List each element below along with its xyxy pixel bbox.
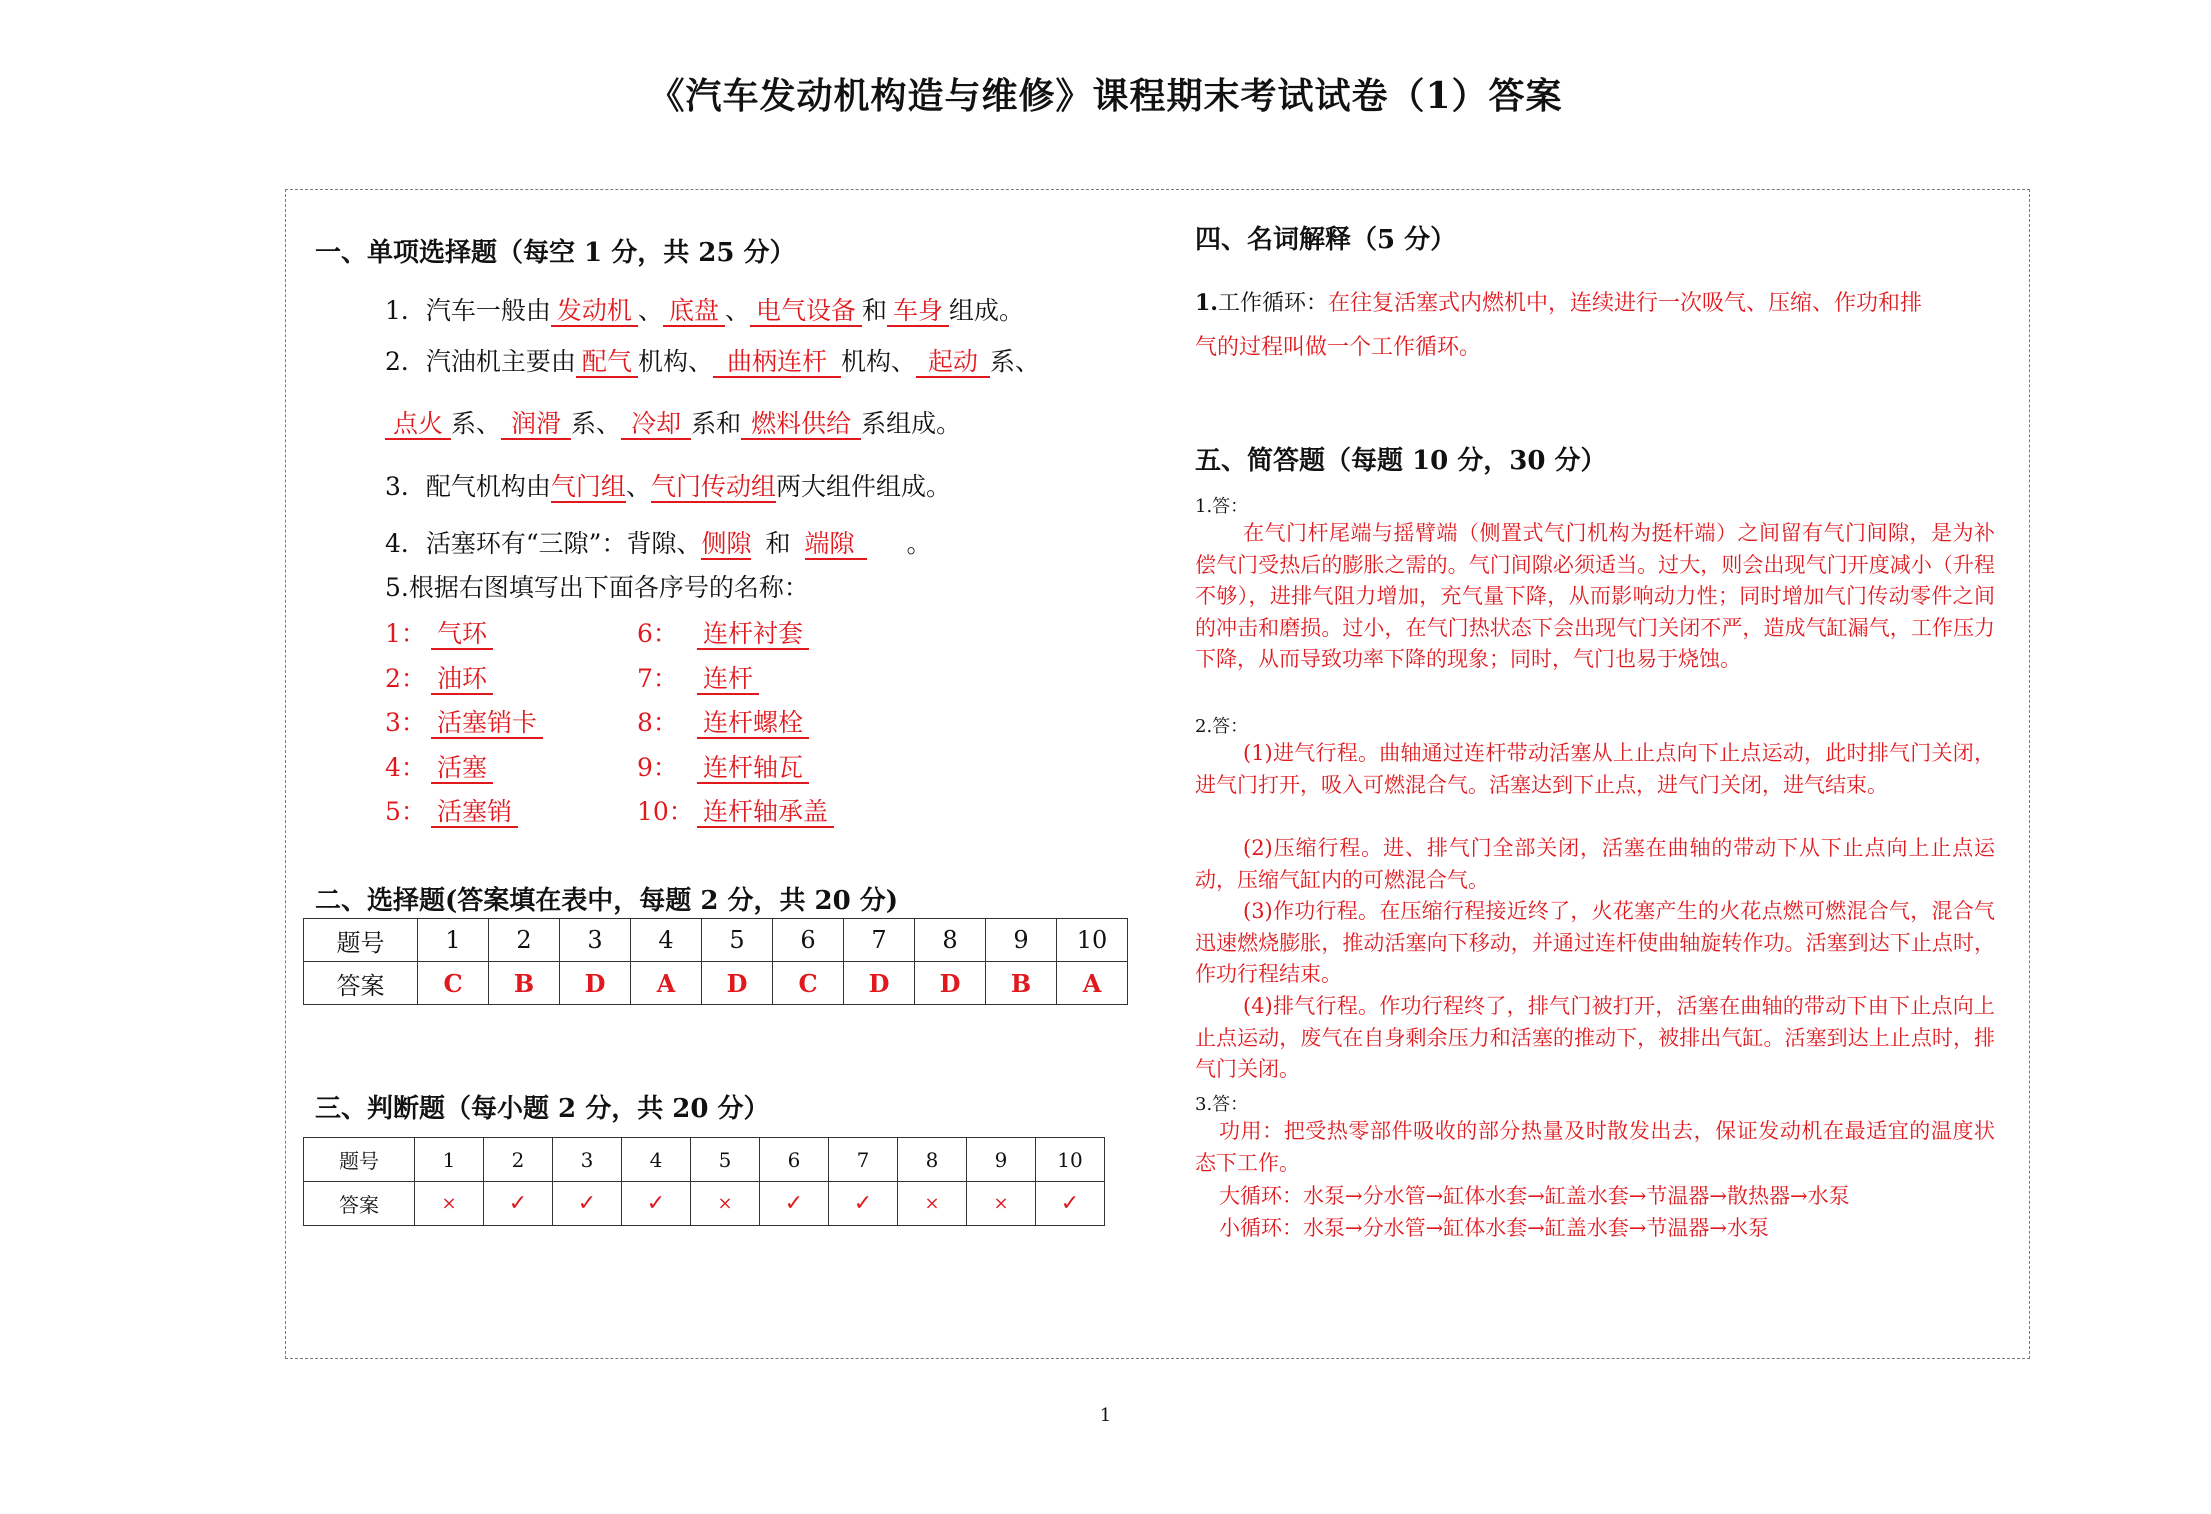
part-item [385,612,543,657]
question-2 [385,342,1040,378]
choice-answer: A [631,962,702,1005]
answer-1-text: 在气门杆尾端与摇臂端（侧置式气门机构为挺杆端）之间留有气门间隙，是为补偿气门受热后的膨胀之需的。气门间隙必须适当。过大，则会出现气门开度减小（升程不够），进排气阻力增加，充气量下降，从而影响动力性；同时增加气门传动零件之间的冲击和磨损。过小，在气门热状态下会出现气门关闭不严，造成气缸漏气，工作压力下降，从而导致功率下降的现象；同时，气门也易于烧蚀。 [1195,521,1995,672]
part-item [385,746,543,791]
judgement-answer-table [303,1137,1105,1226]
q1-text: 1．汽车一般由 [385,296,551,325]
q2-text: 系、 [990,347,1041,376]
part-number: 4： [385,752,426,782]
q2-text: 机构、 [637,347,713,376]
q2-answer-1: 配气 [576,347,638,378]
q4-text: 4．活塞环有“三隙”：背隙、 [385,529,702,558]
choice-answer-table [303,918,1128,1005]
part-name: 连杆 [697,664,759,695]
question-number: 3 [560,919,631,962]
part-number: 8： [637,708,678,737]
q4-answer-1: 侧隙 [701,529,752,558]
definition-text: 在往复活塞式内燃机中，连续进行一次吸气、压缩、作功和排 [1327,291,1922,316]
q4-answer-2: 端隙 [805,529,867,560]
part-item [385,657,543,702]
answer-1-label: 1.答： [1195,496,1249,517]
row-label: 题号 [304,919,418,962]
part-number: 6： [637,619,678,648]
part-name: 油环 [431,664,493,695]
q1-sep: 、 [637,296,663,325]
check-mark: ✓ [1036,1182,1105,1226]
cross-mark: × [967,1182,1036,1226]
part-name: 活塞销卡 [431,708,543,739]
question-number: 7 [829,1138,898,1182]
part-name: 连杆轴瓦 [697,753,809,784]
q1-sep: 、 [724,296,750,325]
section2-heading: 二、选择题(答案填在表中，每题 2 分，共 20 分) [315,886,899,916]
q3-answer-1: 气门组 [550,472,626,501]
q2-text: 系、 [571,409,622,438]
question-number: 5 [691,1138,760,1182]
table-row-numbers [304,919,1128,962]
section1-heading: 一、单项选择题（每空 1 分，共 25 分） [315,238,796,268]
question-number: 7 [844,919,915,962]
answer-2-label: 2.答： [1195,716,1249,737]
question-number: 9 [967,1138,1036,1182]
section5-heading: 五、简答题（每题 10 分，30 分） [1195,446,1607,476]
answer-2-paragraph-1: (1)进气行程。曲轴通过连杆带动活塞从上止点向下止点运动，此时排气门关闭，进气门打开，吸入可燃混合气。活塞达到下止点，进气门关闭，进气结束。 [1195,741,1995,797]
answer-3-function: 功用：把受热零部件吸收的部分热量及时散发出去，保证发动机在最适宜的温度状态下工作。 [1195,1119,1995,1175]
question-number: 4 [622,1138,691,1182]
q2-text: 系、 [451,409,502,438]
question-number: 10 [1057,919,1128,962]
check-mark: ✓ [622,1182,691,1226]
cross-mark: × [898,1182,967,1226]
part-number: 9： [637,752,678,782]
q3-answer-2: 气门传动组 [650,472,776,501]
q2-text: 系组成。 [861,409,962,438]
answer-3-small-cycle: 小循环：水泵→分水管→缸体水套→缸盖水套→节温器→水泵 [1219,1216,1769,1240]
choice-answer: D [702,962,773,1005]
q2-answer-7: 燃料供给 [741,409,861,440]
part-item [385,701,543,746]
answer-3-big-cycle: 大循环：水泵→分水管→缸体水套→缸盖水套→节温器→散热器→水泵 [1219,1184,1850,1208]
choice-answer: D [560,962,631,1005]
part-name: 气环 [431,619,493,650]
answer-2-paragraph-4: (4)排气行程。作功行程终了，排气门被打开，活塞在曲轴的带动下由下止点向上止点运动，废气在自身剩余压力和活塞的推动下，被排出气缸。活塞到达上止点时，排气门关闭。 [1195,994,1995,1082]
part-name: 连杆螺栓 [697,708,809,739]
part-item [637,701,834,746]
page-title: 《汽车发动机构造与维修》课程期末考试试卷（1）答案 [648,75,1563,117]
question-1 [385,291,1024,327]
check-mark: ✓ [760,1182,829,1226]
question-4 [385,524,932,560]
q2-text: 机构、 [840,347,916,376]
section4-heading: 四、名词解释（5 分） [1195,225,1457,255]
table-row-numbers [304,1138,1105,1182]
part-number: 3： [385,708,426,737]
cross-mark: × [691,1182,760,1226]
part-name: 连杆衬套 [697,619,809,650]
part-name: 活塞 [431,753,493,784]
part-name: 连杆轴承盖 [697,797,834,828]
choice-answer: A [1057,962,1128,1005]
answer-2-paragraph-3: (3)作功行程。在压缩行程接近终了，火花塞产生的火花点燃可燃混合气，混合气迅速燃烧膨胀，推动活塞向下移动，并通过连杆使曲轴旋转作功。活塞到达下止点时，作功行程结束。 [1195,899,1995,987]
choice-answer: D [915,962,986,1005]
choice-answer: B [986,962,1057,1005]
question-number: 1 [418,919,489,962]
check-mark: ✓ [484,1182,553,1226]
q1-answer-2: 底盘 [663,296,725,327]
definition-term: 工作循环： [1217,291,1328,316]
question-number: 3 [553,1138,622,1182]
part-item [637,612,834,657]
choice-answer: D [844,962,915,1005]
q1-answer-3: 电气设备 [750,296,862,327]
q1-post: 组成。 [949,296,1025,325]
q2-answer-5: 润滑 [501,409,571,440]
q1-answer-4: 车身 [887,296,949,327]
part-number: 1： [385,619,426,648]
question-3 [385,467,951,503]
part-item [637,790,834,835]
question-number: 10 [1036,1138,1105,1182]
question-number: 2 [489,919,560,962]
q1-and: 和 [862,296,888,325]
row-label: 答案 [304,1182,415,1226]
choice-answer: B [489,962,560,1005]
definition-line-1 [1195,286,1922,317]
part-number: 2： [385,663,426,693]
definition-line-2: 气的过程叫做一个工作循环。 [1195,335,1482,360]
part-item [637,746,834,791]
answer-2-paragraph-2: (2)压缩行程。进、排气门全部关闭，活塞在曲轴的带动下从下止点向上止点运动，压缩气缸内的可燃混合气。 [1195,836,1995,892]
check-mark: ✓ [553,1182,622,1226]
table-row-answers [304,962,1128,1005]
parts-list-right [637,612,834,835]
part-number: 5： [385,797,426,826]
part-number: 7： [637,663,678,693]
choice-answer: C [418,962,489,1005]
q3-post: 两大组件组成。 [775,472,951,501]
section3-heading: 三、判断题（每小题 2 分，共 20 分） [315,1094,770,1124]
row-label: 题号 [304,1138,415,1182]
question-number: 8 [898,1138,967,1182]
row-label: 答案 [304,962,418,1005]
q3-text: 3．配气机构由 [385,472,551,501]
q2-text: 系和 [691,409,742,438]
q3-sep: 、 [625,472,651,501]
part-item [637,657,834,702]
cross-mark: × [415,1182,484,1226]
question-number: 9 [986,919,1057,962]
question-number: 1 [415,1138,484,1182]
q4-and: 和 [765,529,791,558]
part-item [385,790,543,835]
q1-answer-1: 发动机 [551,296,638,327]
q2-answer-3: 起动 [916,347,990,378]
question-number: 6 [773,919,844,962]
check-mark: ✓ [829,1182,898,1226]
choice-answer: C [773,962,844,1005]
part-name: 活塞销 [431,797,518,828]
question-number: 4 [631,919,702,962]
definition-number: 1. [1195,290,1218,316]
parts-list-left [385,612,543,835]
table-row-answers [304,1182,1105,1226]
question-2-continued [385,404,961,440]
answer-3-label: 3.答： [1195,1094,1249,1115]
q2-answer-2: 曲柄连杆 [713,347,841,378]
part-number: 10： [637,797,694,826]
page-number: 1 [1099,1405,1112,1426]
question-number: 6 [760,1138,829,1182]
question-number: 2 [484,1138,553,1182]
question-5: 5.根据右图填写出下面各序号的名称： [385,573,809,602]
q2-answer-6: 冷却 [621,409,691,440]
q2-text: 2．汽油机主要由 [385,347,576,376]
question-number: 8 [915,919,986,962]
question-number: 5 [702,919,773,962]
q2-answer-4: 点火 [385,409,451,440]
q4-post: 。 [906,529,932,558]
